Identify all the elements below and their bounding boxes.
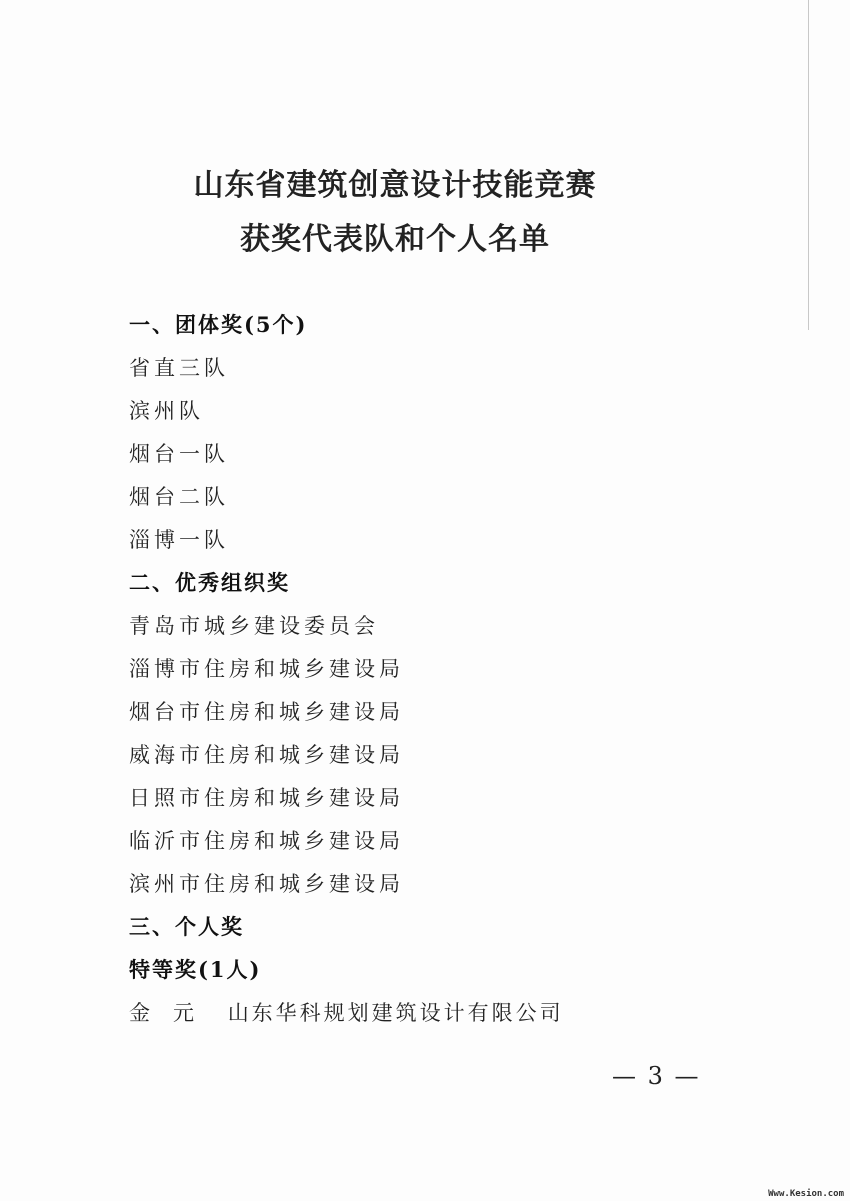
document-title-line-2: 获奖代表队和个人名单 (240, 222, 550, 257)
organization-award-item: 威海市住房和城乡建设局 (129, 743, 404, 767)
team-award-item: 省直三队 (129, 356, 229, 380)
document-title-line-1: 山东省建筑创意设计技能竞赛 (193, 168, 597, 203)
team-award-item: 淄博一队 (129, 528, 229, 552)
winner-name-char: 元 (173, 1001, 194, 1025)
organization-award-item: 临沂市住房和城乡建设局 (129, 829, 404, 853)
winner-name (129, 996, 217, 1030)
special-prize-winner-row (129, 996, 769, 1039)
watermark-text: Www.Kesion.com (768, 1189, 844, 1199)
winner-organization: 山东华科规划建筑设计有限公司 (227, 1001, 564, 1025)
team-award-item: 烟台二队 (129, 485, 229, 509)
individual-award-heading: 三、个人奖 (129, 914, 244, 939)
team-award-heading: 一、团体奖(5个) (129, 312, 308, 337)
special-prize-heading: 特等奖(1人) (129, 957, 262, 982)
organization-award-item: 烟台市住房和城乡建设局 (129, 700, 404, 724)
team-award-item: 烟台一队 (129, 442, 229, 466)
organization-award-item: 滨州市住房和城乡建设局 (129, 872, 404, 896)
page-number: — 3 — (612, 1062, 701, 1090)
winner-name-char: 金 (129, 1001, 150, 1025)
organization-award-item: 青岛市城乡建设委员会 (129, 614, 379, 638)
scan-edge-line (808, 0, 809, 330)
organization-award-item: 淄博市住房和城乡建设局 (129, 657, 404, 681)
award-list (129, 308, 769, 1039)
organization-award-heading: 二、优秀组织奖 (129, 570, 290, 595)
team-award-item: 滨州队 (129, 399, 204, 423)
organization-award-item: 日照市住房和城乡建设局 (129, 786, 404, 810)
